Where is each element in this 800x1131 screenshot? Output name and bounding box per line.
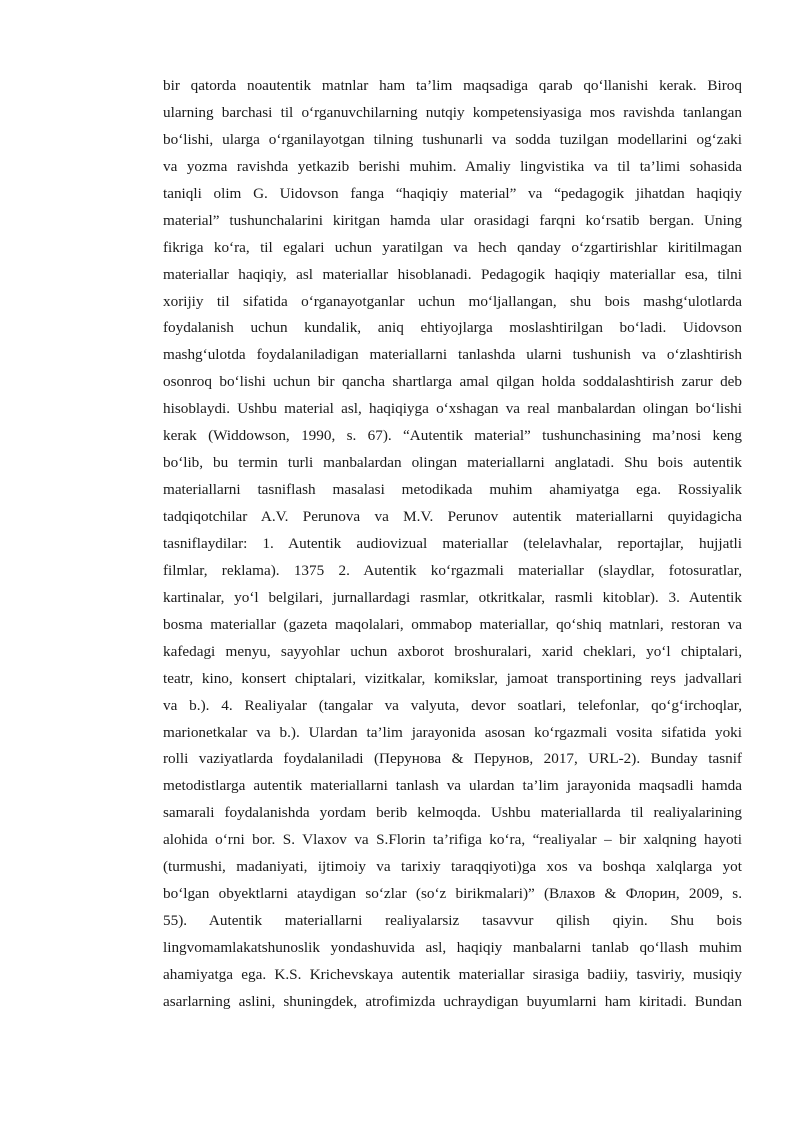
text-line: kartinalar, yo‘l belgilari, jurnallardagi rasmlar, otkritkalar, rasmli kitoblar). 3. Autentik: [163, 588, 742, 606]
body-paragraph: [163, 73, 742, 1016]
text-line: ahamiyatga ega. K.S. Krichevskaya autentik materiallar sirasiga badiiy, tasviriy, musiqiy: [163, 965, 742, 983]
text-line: bo‘lishi, ularga o‘rganilayotgan tilning tushunarli va sodda tuzilgan modellarini og‘zaki: [163, 130, 742, 148]
text-line: tasniflaydilar: 1. Autentik audiovizual materiallar (telelavhalar, reportajlar, hujjatli: [163, 534, 742, 552]
text-line: material” tushunchalarini kiritgan hamda ular orasidagi farqni ko‘rsatib bergan. Uning: [163, 211, 742, 229]
text-line: osonroq bo‘lishi uchun bir qancha shartlarga amal qilgan holda soddalashtirish zarur deb: [163, 373, 742, 391]
text-line: va yozma ravishda yetkazib berishi muhim. Amaliy lingvistika va til ta’limi sohasida: [163, 157, 742, 175]
text-line: kerak (Widdowson, 1990, s. 67). “Autentik material” tushunchasining ma’nosi keng: [163, 427, 742, 445]
text-line: ularning barchasi til o‘rganuvchilarning nutqiy kompetensiyasiga mos ravishda tanlangan: [163, 103, 742, 121]
text-line: teatr, kino, konsert chiptalari, vizitkalar, komikslar, jamoat transportining reys jadvallari: [163, 669, 742, 687]
text-line: filmlar, reklama). 1375 2. Autentik ko‘rgazmali materiallar (slaydlar, fotosuratlar,: [163, 561, 742, 579]
text-line: bir qatorda noautentik matnlar ham ta’lim maqsadiga qarab qo‘llanishi kerak. Biroq: [163, 77, 742, 94]
text-line: metodistlarga autentik materiallarni tanlash va ulardan ta’lim jarayonida maqsadli hamda: [163, 777, 742, 795]
text-line: asarlarning aslini, shuningdek, atrofimizda uchraydigan buyumlarni ham kiritadi. Bundan: [163, 992, 742, 1010]
text-line: fikriga ko‘ra, til egalari uchun yaratilgan va hech qanday o‘zgartirishlar kiritilmagan: [163, 238, 742, 256]
text-line: (turmushi, madaniyati, ijtimoiy va tarixiy taraqqiyoti)ga xos va boshqa xalqlarga yot: [163, 858, 742, 876]
text-line: foydalanish uchun kundalik, aniq ehtiyojlarga moslashtirilgan bo‘ladi. Uidovson: [163, 319, 742, 337]
text-line: marionetkalar va b.). Ulardan ta’lim jarayonida asosan ko‘rgazmali vosita sifatida yoki: [163, 723, 742, 741]
text-line: mashg‘ulotda foydalaniladigan materiallarni tanlashda ularni tushunish va o‘zlashtirish: [163, 346, 742, 364]
text-line: kafedagi menyu, sayyohlar uchun axborot broshuralari, xarid cheklari, yo‘l chiptalari,: [163, 642, 742, 660]
text-line: bo‘lib, bu termin turli manbalardan olingan materiallarni anglatadi. Shu bois autentik: [163, 454, 742, 472]
text-line: xorijiy til sifatida o‘rganayotganlar uchun mo‘ljallangan, shu bois mashg‘ulotlarda: [163, 292, 742, 310]
text-line: rolli vaziyatlarda foydalaniladi (Перунова & Перунов, 2017, URL-2). Bunday tasnif: [163, 750, 742, 768]
text-line: materiallarni tasniflash masalasi metodikada muhim ahamiyatga ega. Rossiyalik: [163, 481, 742, 499]
text-line: hisoblaydi. Ushbu material asl, haqiqiyga o‘xshagan va real manbalardan olingan bo‘lishi: [163, 400, 742, 418]
text-line: bosma materiallar (gazeta maqolalari, ommabop materiallar, qo‘shiq matnlari, restoran va: [163, 615, 742, 633]
text-line: bo‘lgan obyektlarni ataydigan so‘zlar (so‘z birikmalari)” (Влахов & Флорин, 2009, s.: [163, 885, 742, 903]
text-line: alohida o‘rni bor. S. Vlaxov va S.Florin ta’rifiga ko‘ra, “realiyalar – bir xalqning hayoti: [163, 831, 742, 849]
text-line: materiallar haqiqiy, asl materiallar hisoblanadi. Pedagogik haqiqiy materiallar esa, tilni: [163, 265, 742, 283]
text-line: va b.). 4. Realiyalar (tangalar va valyuta, devor soatlari, telefonlar, qo‘g‘irchoqlar,: [163, 696, 742, 714]
text-line: samarali foydalanishda yordam berib kelmoqda. Ushbu materiallarda til realiyalarining: [163, 804, 742, 822]
text-line: tadqiqotchilar A.V. Perunova va M.V. Perunov autentik materiallarni quyidagicha: [163, 508, 742, 525]
text-line: lingvomamlakatshunoslik yondashuvida asl, haqiqiy manbalarni tanlab qo‘llash muhim: [163, 939, 742, 956]
text-line: 55). Autentik materiallarni realiyalarsiz tasavvur qilish qiyin. Shu bois: [163, 912, 742, 930]
text-line: taniqli olim G. Uidovson fanga “haqiqiy material” va “pedagogik jihatdan haqiqiy: [163, 184, 742, 202]
